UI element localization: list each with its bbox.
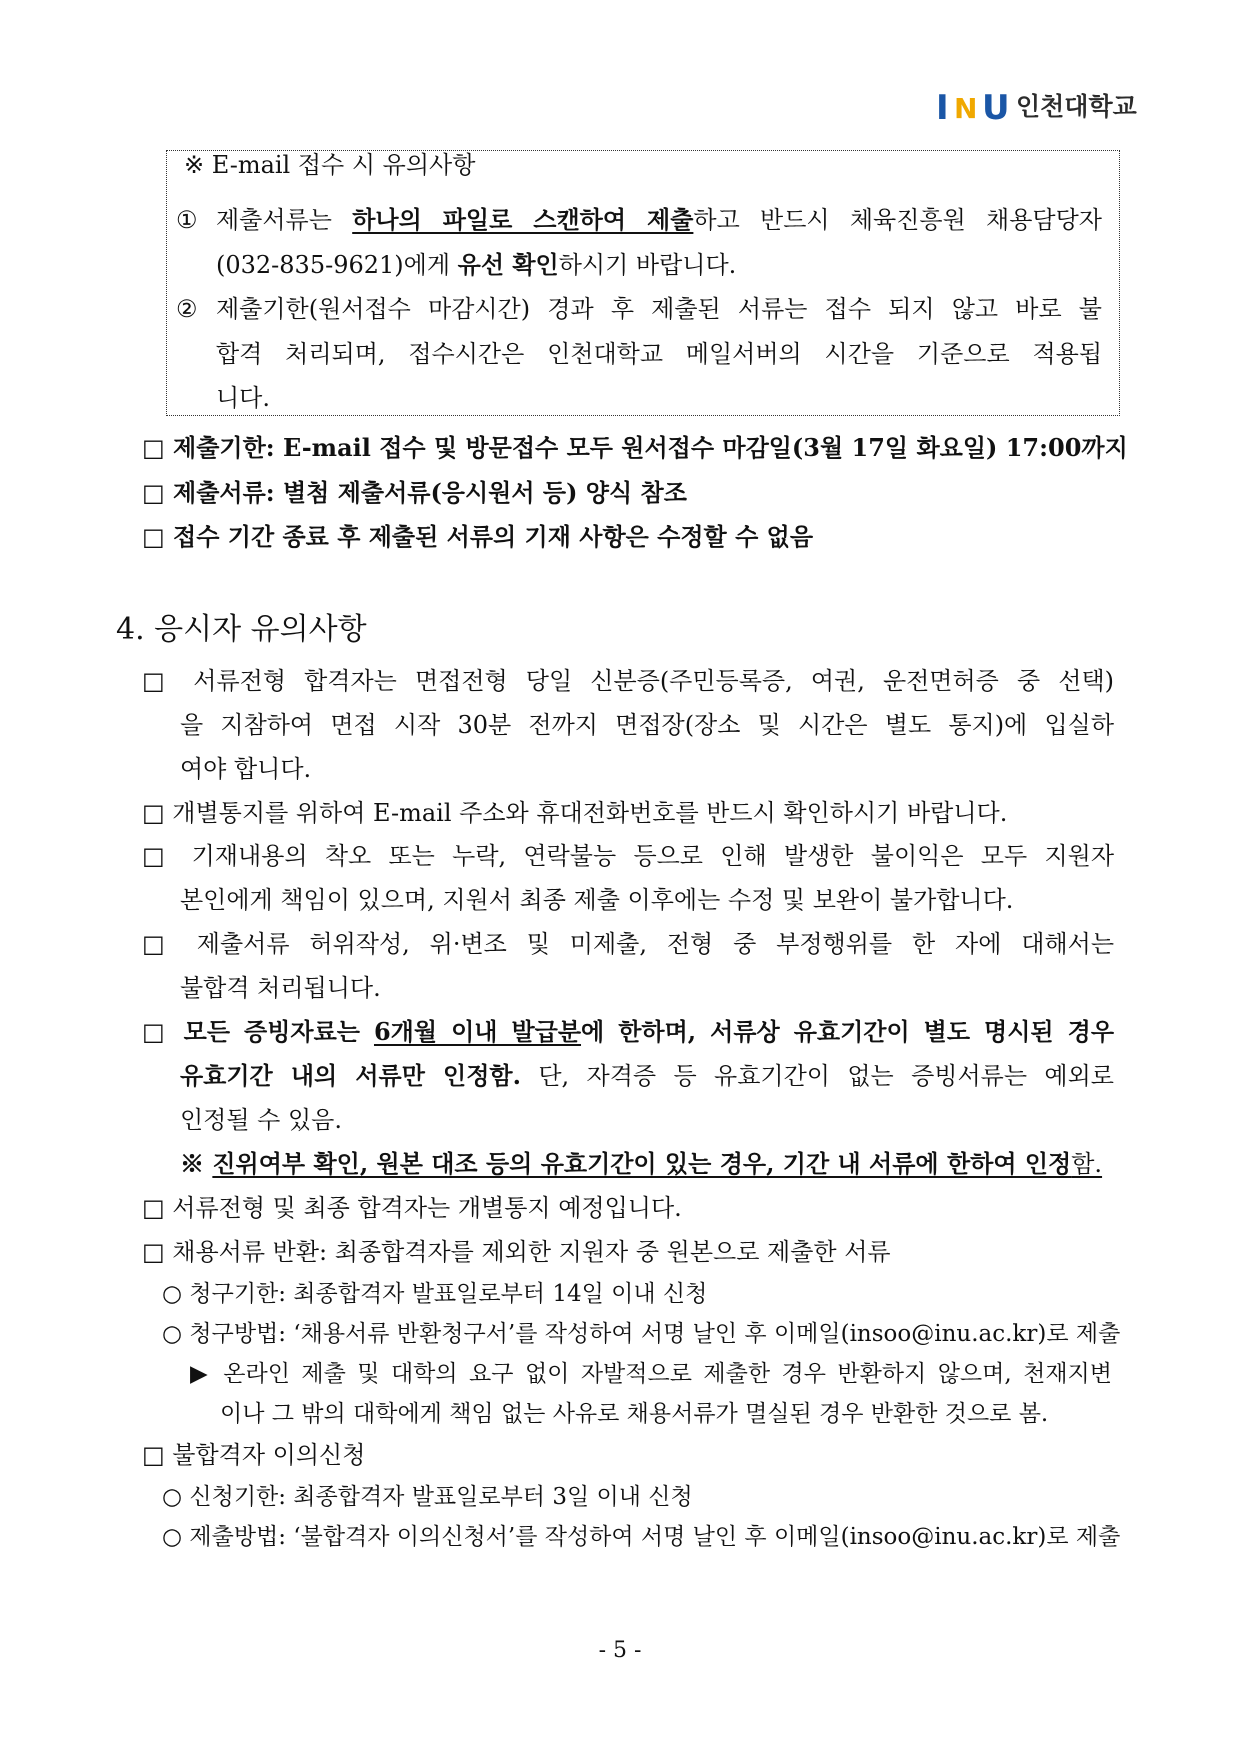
note-interview-id-line2: 을 지참하여 면접 시작 30분 전까지 면접장(장소 및 시간은 별도 통지)에 입실하 xyxy=(180,711,1114,739)
logo-letter-n: N xyxy=(954,92,978,125)
university-logo xyxy=(936,86,1137,128)
note-objection: □ 불합격자 이의신청 xyxy=(142,1441,366,1469)
logo-letter-i: I xyxy=(936,88,949,128)
return-exception-line2: 이나 그 밖의 대학에게 책임 없는 사유로 채용서류가 멸실된 경우 반환한 것으로 봄. xyxy=(220,1401,1049,1427)
notice-item2-line2: 합격 처리되며, 접수시간은 인천대학교 메일서버의 시간을 기준으로 적용됩 xyxy=(216,340,1102,368)
email-notice-title: ※ E-mail 접수 시 유의사항 xyxy=(184,151,476,179)
note-evidence-line3: 인정될 수 있음. xyxy=(180,1106,342,1134)
note-contact-check: □ 개별통지를 위하여 E-mail 주소와 휴대전화번호를 반드시 확인하시기 바랍니다. xyxy=(142,799,1008,827)
return-claim-deadline: ○ 청구기한: 최종합격자 발표일로부터 14일 이내 신청 xyxy=(162,1281,708,1307)
note-interview-id-line3: 여야 합니다. xyxy=(180,755,312,783)
section-4-heading: 4. 응시자 유의사항 xyxy=(116,612,367,647)
notice-item1-line2: (032-835-9621)에게 유선 확인하시기 바랍니다. xyxy=(216,250,737,279)
note-evidence-line2: 유효기간 내의 서류만 인정함. 단, 자격증 등 유효기간이 없는 증빙서류는 예외로 xyxy=(180,1061,1114,1090)
email-notice-box xyxy=(166,150,1120,416)
note-responsibility-line2: 본인에게 책임이 있으며, 지원서 최종 제출 이후에는 수정 및 보완이 불가합니다. xyxy=(180,886,1014,914)
note-evidence-validity: ※ 진위여부 확인, 원본 대조 등의 유효기간이 있는 경우, 기간 내 서류에 한하여 인정함. xyxy=(180,1149,1103,1178)
objection-deadline: ○ 신청기한: 최종합격자 발표일로부터 3일 이내 신청 xyxy=(162,1484,693,1510)
note-interview-id-line1: □ 서류전형 합격자는 면접전형 당일 신분증(주민등록증, 여권, 운전면허증 중 선택) xyxy=(142,667,1114,695)
inu-logo-mark xyxy=(936,86,1012,128)
emphasis-phone-confirm: 유선 확인 xyxy=(457,250,559,279)
notice-item1-marker: ① xyxy=(176,206,198,234)
notice-item1-line1: 제출서류는 하나의 파일로 스캔하여 제출하고 반드시 체육진흥원 채용담당자 xyxy=(216,205,1102,234)
submission-deadline: □ 제출기한: E-mail 접수 및 방문접수 모두 원서접수 마감일(3월 17일 화요일) 17:00까지 xyxy=(142,433,1128,462)
note-document-return: □ 채용서류 반환: 최종합격자를 제외한 지원자 중 원본으로 제출한 서류 xyxy=(142,1238,891,1266)
submission-documents: □ 제출서류: 별첨 제출서류(응시원서 등) 양식 참조 xyxy=(142,478,687,507)
page-number: - 5 - xyxy=(598,1638,642,1663)
objection-method: ○ 제출방법: ‘불합격자 이의신청서’를 작성하여 서명 날인 후 이메일(insoo@inu.ac.kr)로 제출 xyxy=(162,1524,1121,1550)
return-exception-line1: ▶ 온라인 제출 및 대학의 요구 없이 자발적으로 제출한 경우 반환하지 않으며, 천재지변 xyxy=(190,1361,1112,1387)
note-responsibility-line1: □ 기재내용의 착오 또는 누락, 연락불능 등으로 인해 발생한 불이익은 모두 지원자 xyxy=(142,842,1114,870)
note-evidence-line1: □ 모든 증빙자료는 6개월 이내 발급분에 한하며, 서류상 유효기간이 별도 명시된 경우 xyxy=(142,1017,1114,1046)
note-false-documents-line2: 불합격 처리됩니다. xyxy=(180,974,381,1002)
note-false-documents-line1: □ 제출서류 허위작성, 위·변조 및 미제출, 전형 중 부정행위를 한 자에 대해서는 xyxy=(142,930,1114,958)
return-claim-method: ○ 청구방법: ‘채용서류 반환청구서’를 작성하여 서명 날인 후 이메일(insoo@inu.ac.kr)로 제출 xyxy=(162,1321,1121,1347)
note-individual-notice: □ 서류전형 및 최종 합격자는 개별통지 예정입니다. xyxy=(142,1194,682,1222)
submission-no-edit: □ 접수 기간 종료 후 제출된 서류의 기재 사항은 수정할 수 없음 xyxy=(142,522,814,551)
notice-item2-line1: 제출기한(원서접수 마감시간) 경과 후 제출된 서류는 접수 되지 않고 바로 불 xyxy=(216,295,1102,323)
emphasis-scan-single-file: 하나의 파일로 스캔하여 제출 xyxy=(352,205,694,234)
notice-item2-line3: 니다. xyxy=(216,384,270,412)
logo-letter-u: U xyxy=(982,88,1010,128)
emphasis-six-months: 6개월 이내 발급분 xyxy=(373,1017,582,1046)
emphasis-validity-period: 진위여부 확인, 원본 대조 등의 유효기간이 있는 경우, 기간 내 서류에 한하여 인정 xyxy=(212,1149,1072,1178)
notice-item2-marker: ② xyxy=(176,295,198,323)
logo-text: 인천대학교 xyxy=(1016,92,1137,121)
